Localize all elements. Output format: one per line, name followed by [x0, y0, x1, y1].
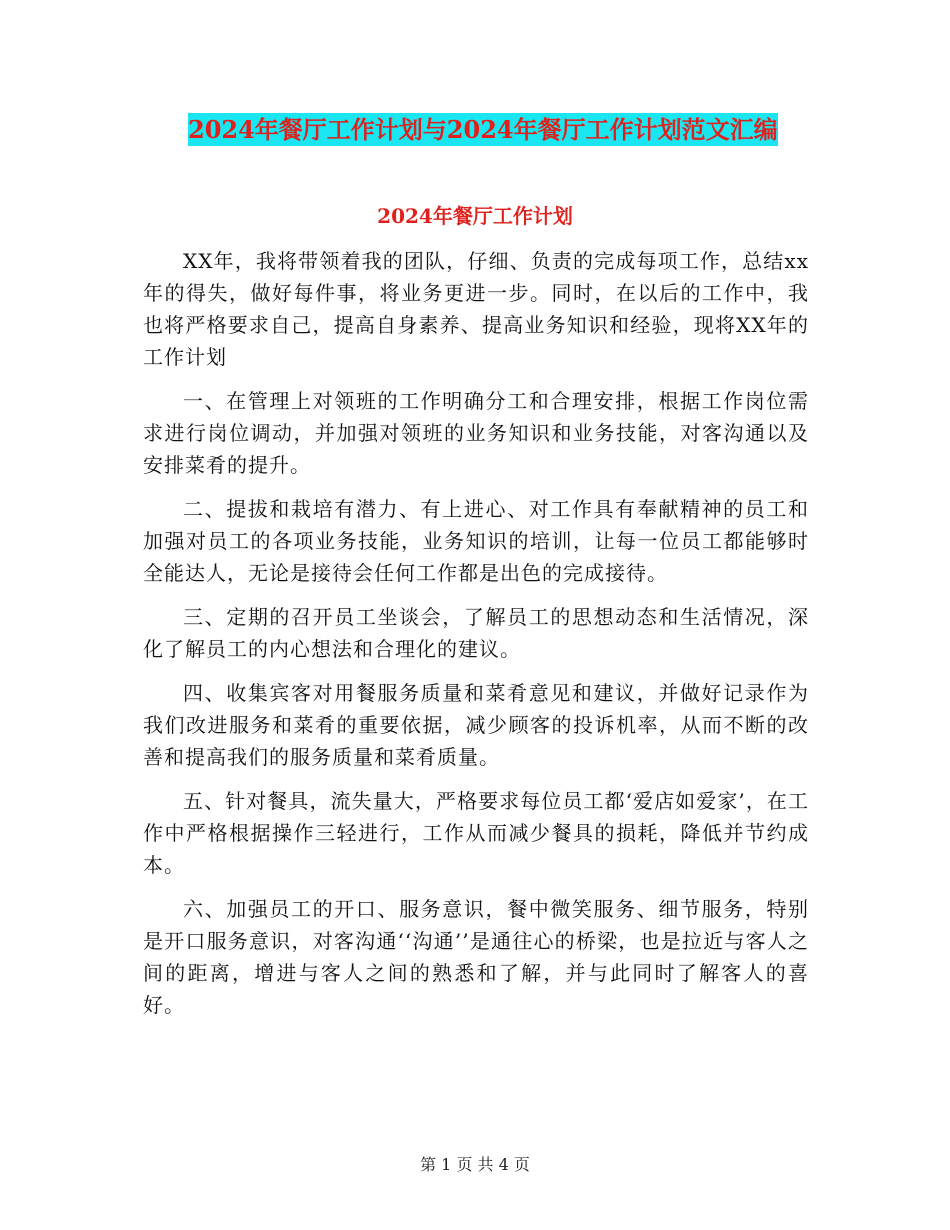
document-title — [186, 112, 780, 148]
paragraph-item-3: 三、定期的召开员工坐谈会，了解员工的思想动态和生活情况，深化了解员工的内心想法和合理化的建议。 — [143, 605, 809, 661]
section-title: 2024年餐厅工作计划 — [377, 204, 573, 228]
paragraph-item-1: 一、在管理上对领班的工作明确分工和合理安排，根据工作岗位需求进行岗位调动，并加强对领班的业务知识和业务技能，对客沟通以及安排菜肴的提升。 — [143, 389, 809, 477]
paragraph-item-4: 四、收集宾客对用餐服务质量和菜肴意见和建议，并做好记录作为我们改进服务和菜肴的重要依据，减少顾客的投诉机率，从而不断的改善和提高我们的服务质量和菜肴质量。 — [143, 681, 809, 769]
paragraph-intro: XX年，我将带领着我的团队，仔细、负责的完成每项工作，总结xx年的得失，做好每件事，将业务更进一步。同时，在以后的工作中，我也将严格要求自己，提高自身素养、提高业务知识和经验，现将XX年的工作计划 — [143, 249, 809, 369]
document-body — [143, 245, 809, 1033]
page-footer: 第 1 页 共 4 页 — [420, 1155, 530, 1174]
paragraph-item-5: 五、针对餐具，流失量大，严格要求每位员工都‘爱店如爱家’，在工作中严格根据操作三轻进行，工作从而减少餐具的损耗，降低并节约成本。 — [143, 789, 809, 877]
document-title-text: 2024年餐厅工作计划与2024年餐厅工作计划范文汇编 — [188, 115, 778, 144]
paragraph-item-2: 二、提拔和栽培有潜力、有上进心、对工作具有奉献精神的员工和加强对员工的各项业务技能，业务知识的培训，让每一位员工都能够时全能达人，无论是接待会任何工作都是出色的完成接待。 — [143, 497, 809, 585]
paragraph-item-6: 六、加强员工的开口、服务意识，餐中微笑服务、细节服务，特别是开口服务意识，对客沟通‘‘沟通’’是通往心的桥梁，也是拉近与客人之间的距离，增进与客人之间的熟悉和了解，并与此同时了解客人的喜好。 — [143, 897, 809, 1017]
